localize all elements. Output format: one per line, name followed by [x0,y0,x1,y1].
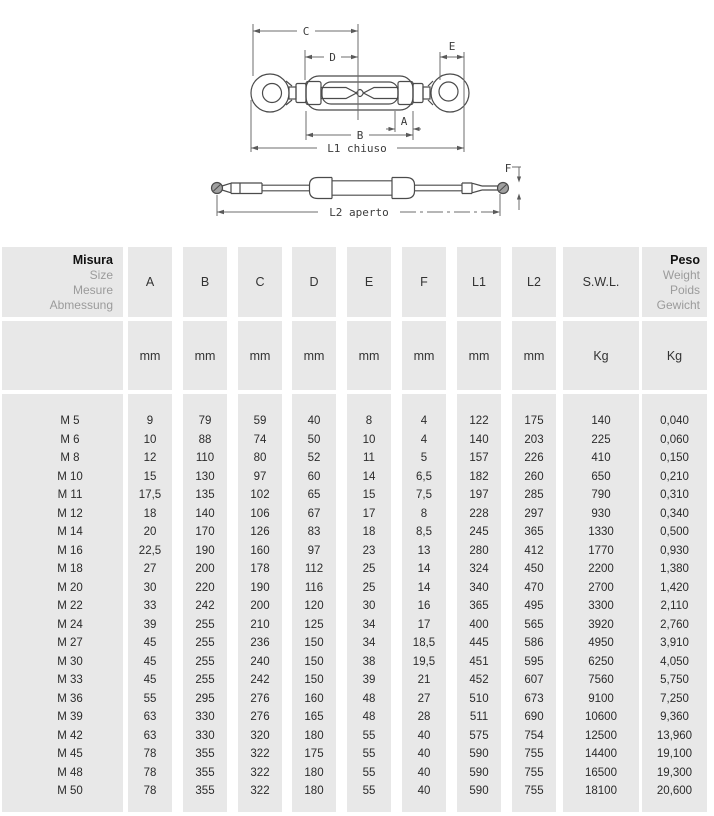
value-cell: 322 [250,785,270,797]
value-cell: 0,340 [660,507,689,520]
value-cell: 14400 [585,748,617,760]
value-cell: 3920 [588,618,614,631]
size-cell: M 45 [57,748,83,760]
value-cell: 40 [417,785,431,797]
value-cell: 38 [362,655,376,668]
value-cell: 755 [524,785,544,797]
value-cell: 276 [250,692,270,705]
value-cell: 140 [591,415,611,427]
right-eye-hole [439,82,458,101]
dim-label-c: C [302,25,310,38]
value-cell: 590 [469,785,489,797]
value-cell: 10 [362,433,376,446]
value-cell: 39 [143,618,157,631]
value-cell: 16 [417,600,431,612]
value-cell: 9100 [588,692,614,705]
size-cell: M 8 [60,452,80,464]
column-b [183,394,227,812]
size-cell: M 10 [57,470,83,483]
value-cell: 365 [469,600,489,612]
value-cell: 25 [362,581,376,594]
value-cell: 20,600 [656,785,693,797]
value-cell: 78 [143,766,157,779]
header-peso [642,247,707,317]
value-cell: 7,250 [660,692,689,705]
dim-label-f: F [504,162,512,175]
value-cell: 2200 [588,563,614,575]
value-cell: 240 [250,655,270,668]
value-cell: 19,100 [656,748,693,760]
value-cell: 565 [524,618,544,631]
value-cell: 34 [362,618,376,631]
value-cell: 2,110 [660,600,689,612]
value-cell: 322 [250,766,270,779]
header-peso-subtitles [642,268,700,313]
column-peso [642,394,707,812]
value-cell: 180 [304,766,324,779]
value-cell: 330 [195,729,215,742]
dim-label-l2-aperto: L2 aperto [329,206,389,219]
size-cell: M 50 [57,785,83,797]
column-c [238,394,282,812]
value-cell: 126 [250,526,270,538]
value-cell: 150 [304,637,324,649]
value-cell: 112 [304,563,324,575]
value-cell: 55 [362,785,376,797]
value-cell: 1330 [588,526,614,538]
value-cell: 11 [363,452,375,464]
value-cell: 78 [143,748,157,760]
value-cell: 8 [420,507,428,520]
size-cell: M 27 [57,637,83,649]
size-cell: M 33 [57,674,83,686]
size-cell: M 20 [57,581,83,594]
value-cell: 320 [250,729,270,742]
value-cell: 255 [195,655,215,668]
value-cell: 120 [304,600,324,612]
value-cell: 160 [250,544,270,557]
value-cell: 45 [143,655,157,668]
open-view [212,178,509,199]
value-cell: 260 [524,470,544,483]
value-cell: 140 [195,507,215,520]
value-cell: 14 [362,470,376,483]
header-subtitle: Poids [669,283,700,297]
value-cell: 276 [250,711,270,723]
value-cell: 451 [469,655,489,668]
value-cell: 97 [253,470,267,483]
value-cell: 180 [304,729,324,742]
value-cell: 400 [469,618,489,631]
value-cell: 2700 [588,581,614,594]
header-col-a: A [128,247,172,317]
value-cell: 7560 [588,674,614,686]
value-cell: 17 [417,618,431,631]
size-cell: M 11 [57,489,83,501]
value-cell: 18 [362,526,376,538]
value-cell: 67 [307,507,321,520]
value-cell: 226 [524,452,544,464]
value-cell: 1,420 [660,581,689,594]
value-cell: 0,930 [660,544,689,557]
value-cell: 9 [146,415,154,427]
value-cell: 30 [362,600,376,612]
value-cell: 190 [195,544,215,557]
value-cell: 450 [524,563,544,575]
value-cell: 3300 [588,600,614,612]
value-cell: 175 [524,415,544,427]
header-col-e: E [347,247,391,317]
value-cell: 59 [253,415,267,427]
value-cell: 203 [524,433,544,446]
value-cell: 15 [362,489,376,501]
turnbuckle-technical-drawing [0,0,714,245]
value-cell: 355 [195,748,215,760]
value-cell: 30 [143,581,157,594]
header-col-f: F [402,247,446,317]
value-cell: 12 [143,452,157,464]
value-cell: 45 [143,637,157,649]
value-cell: 18100 [585,785,617,797]
value-cell: 182 [469,470,489,483]
value-cell: 245 [469,526,489,538]
value-cell: 40 [417,748,431,760]
size-cell: M 14 [57,526,83,538]
value-cell: 55 [362,748,376,760]
value-cell: 197 [469,489,489,501]
value-cell: 2,760 [660,618,689,631]
value-cell: 102 [250,489,270,501]
value-cell: 0,310 [660,489,689,501]
dim-label-b: B [356,129,364,142]
value-cell: 63 [143,711,157,723]
value-cell: 15 [143,470,157,483]
header-col-l2: L2 [512,247,556,317]
value-cell: 55 [143,692,157,705]
value-cell: 83 [307,526,321,538]
value-cell: 452 [469,674,489,686]
value-cell: 20 [143,526,157,538]
value-cell: 470 [524,581,544,594]
value-cell: 130 [195,470,215,483]
value-cell: 14 [417,581,431,594]
size-cell: M 22 [57,600,83,612]
value-cell: 10 [143,433,157,446]
size-cell: M 5 [60,415,80,427]
value-cell: 19,5 [412,655,436,668]
header-misura-subtitles [2,268,113,313]
value-cell: 88 [198,433,212,446]
column-e [347,394,391,812]
unit-c: mm [238,321,282,390]
value-cell: 150 [304,674,324,686]
value-cell: 17,5 [138,489,162,501]
size-cell: M 16 [57,544,83,557]
unit-l2: mm [512,321,556,390]
value-cell: 200 [195,563,215,575]
value-cell: 575 [469,729,489,742]
value-cell: 63 [143,729,157,742]
unit-b: mm [183,321,227,390]
column-f [402,394,446,812]
value-cell: 754 [524,729,544,742]
value-cell: 590 [469,748,489,760]
header-misura [2,247,123,317]
value-cell: 340 [469,581,489,594]
dim-label-d: D [329,51,336,64]
value-cell: 755 [524,748,544,760]
value-cell: 40 [417,729,431,742]
size-cell: M 12 [57,507,83,520]
value-cell: 17 [362,507,376,520]
value-cell: 135 [195,489,215,501]
value-cell: 78 [143,785,157,797]
value-cell: 690 [524,711,544,723]
value-cell: 180 [304,785,324,797]
value-cell: 755 [524,766,544,779]
value-cell: 65 [307,489,321,501]
value-cell: 60 [307,470,321,483]
value-cell: 330 [195,711,215,723]
value-cell: 150 [304,655,324,668]
column-l2 [512,394,556,812]
unit-misura [2,321,123,390]
value-cell: 106 [250,507,270,520]
value-cell: 8,5 [416,526,432,538]
value-cell: 27 [143,563,157,575]
value-cell: 410 [591,452,611,464]
value-cell: 590 [469,766,489,779]
value-cell: 12500 [585,729,617,742]
header-peso-title: Peso [670,253,700,267]
table-body [0,394,714,812]
value-cell: 79 [198,415,212,427]
value-cell: 0,040 [660,415,689,427]
value-cell: 175 [304,748,324,760]
value-cell: 355 [195,785,215,797]
right-eye-outer [431,74,469,112]
table-header-row [0,247,714,317]
value-cell: 930 [591,507,611,520]
value-cell: 190 [250,581,270,594]
value-cell: 39 [362,674,376,686]
value-cell: 650 [591,470,611,483]
value-cell: 790 [591,489,611,501]
value-cell: 40 [417,766,431,779]
value-cell: 80 [253,452,267,464]
value-cell: 28 [417,711,431,723]
value-cell: 13 [417,544,431,557]
value-cell: 74 [253,433,267,446]
value-cell: 52 [307,452,321,464]
column-l1 [457,394,501,812]
value-cell: 495 [524,600,544,612]
value-cell: 236 [250,637,270,649]
header-subtitle: Weight [662,268,700,282]
size-cell: M 36 [57,692,83,705]
value-cell: 0,150 [660,452,689,464]
value-cell: 23 [362,544,376,557]
unit-a: mm [128,321,172,390]
unit-f: mm [402,321,446,390]
header-subtitle: Gewicht [656,298,700,312]
value-cell: 5,750 [660,674,689,686]
value-cell: 45 [143,674,157,686]
value-cell: 5 [420,452,428,464]
size-cell: M 39 [57,711,83,723]
value-cell: 210 [250,618,270,631]
header-subtitle: Size [89,268,113,282]
value-cell: 22,5 [138,544,162,557]
header-col-d: D [292,247,336,317]
value-cell: 412 [524,544,544,557]
value-cell: 0,060 [660,433,689,446]
value-cell: 4 [420,433,428,446]
value-cell: 48 [362,692,376,705]
value-cell: 0,500 [660,526,689,538]
value-cell: 10600 [585,711,617,723]
value-cell: 255 [195,637,215,649]
size-cell: M 18 [57,563,83,575]
value-cell: 322 [250,748,270,760]
value-cell: 510 [469,692,489,705]
value-cell: 7,5 [416,489,432,501]
dim-label-a: A [400,115,408,128]
value-cell: 355 [195,766,215,779]
value-cell: 116 [304,581,324,594]
header-col-b: B [183,247,227,317]
size-cell: M 24 [57,618,83,631]
unit-e: mm [347,321,391,390]
value-cell: 14 [417,563,431,575]
value-cell: 673 [524,692,544,705]
value-cell: 21 [417,674,431,686]
value-cell: 324 [469,563,489,575]
value-cell: 55 [362,729,376,742]
column-swl [563,394,639,812]
header-col-c: C [238,247,282,317]
value-cell: 511 [469,711,489,723]
value-cell: 33 [143,600,157,612]
value-cell: 110 [195,452,215,464]
value-cell: 8 [365,415,373,427]
value-cell: 6,5 [416,470,432,483]
value-cell: 3,910 [660,637,689,649]
value-cell: 25 [362,563,376,575]
value-cell: 295 [195,692,215,705]
left-eye-outer [251,74,289,112]
value-cell: 16500 [585,766,617,779]
column-sizes [2,394,123,812]
value-cell: 55 [362,766,376,779]
value-cell: 13,960 [656,729,693,742]
value-cell: 97 [307,544,321,557]
value-cell: 220 [195,581,215,594]
size-cell: M 48 [57,766,83,779]
value-cell: 50 [307,433,321,446]
dim-label-e: E [448,40,456,53]
value-cell: 297 [524,507,544,520]
value-cell: 157 [469,452,489,464]
value-cell: 160 [304,692,324,705]
value-cell: 242 [195,600,215,612]
header-subtitle: Abmessung [49,298,113,312]
value-cell: 445 [469,637,489,649]
value-cell: 200 [250,600,270,612]
value-cell: 165 [304,711,324,723]
size-cell: M 42 [57,729,83,742]
header-col-l1: L1 [457,247,501,317]
value-cell: 4950 [588,637,614,649]
value-cell: 34 [362,637,376,649]
header-misura-title: Misura [72,253,113,267]
value-cell: 595 [524,655,544,668]
value-cell: 6250 [588,655,614,668]
value-cell: 140 [469,433,489,446]
value-cell: 242 [250,674,270,686]
column-d [292,394,336,812]
value-cell: 18 [143,507,157,520]
value-cell: 225 [591,433,611,446]
value-cell: 19,300 [656,766,693,779]
value-cell: 1770 [588,544,614,557]
size-cell: M 30 [57,655,83,668]
value-cell: 4 [420,415,428,427]
dim-label-l1-chiuso: L1 chiuso [327,142,387,155]
unit-swl: Kg [563,321,639,390]
value-cell: 586 [524,637,544,649]
value-cell: 1,380 [660,563,689,575]
value-cell: 228 [469,507,489,520]
value-cell: 280 [469,544,489,557]
value-cell: 0,210 [660,470,689,483]
value-cell: 125 [304,618,324,631]
value-cell: 122 [469,415,489,427]
column-a [128,394,172,812]
table-units-row [0,321,714,390]
left-eye-hole [263,84,282,103]
value-cell: 40 [307,415,321,427]
value-cell: 607 [524,674,544,686]
unit-d: mm [292,321,336,390]
value-cell: 365 [524,526,544,538]
unit-peso: Kg [642,321,707,390]
value-cell: 48 [362,711,376,723]
value-cell: 255 [195,674,215,686]
value-cell: 9,360 [660,711,689,723]
size-cell: M 6 [60,433,80,446]
value-cell: 27 [417,692,431,705]
header-subtitle: Mesure [72,283,113,297]
value-cell: 285 [524,489,544,501]
unit-l1: mm [457,321,501,390]
closed-view [251,74,469,112]
header-col-swl: S.W.L. [563,247,639,317]
value-cell: 255 [195,618,215,631]
value-cell: 18,5 [412,637,436,649]
value-cell: 170 [195,526,215,538]
value-cell: 178 [250,563,270,575]
value-cell: 4,050 [660,655,689,668]
